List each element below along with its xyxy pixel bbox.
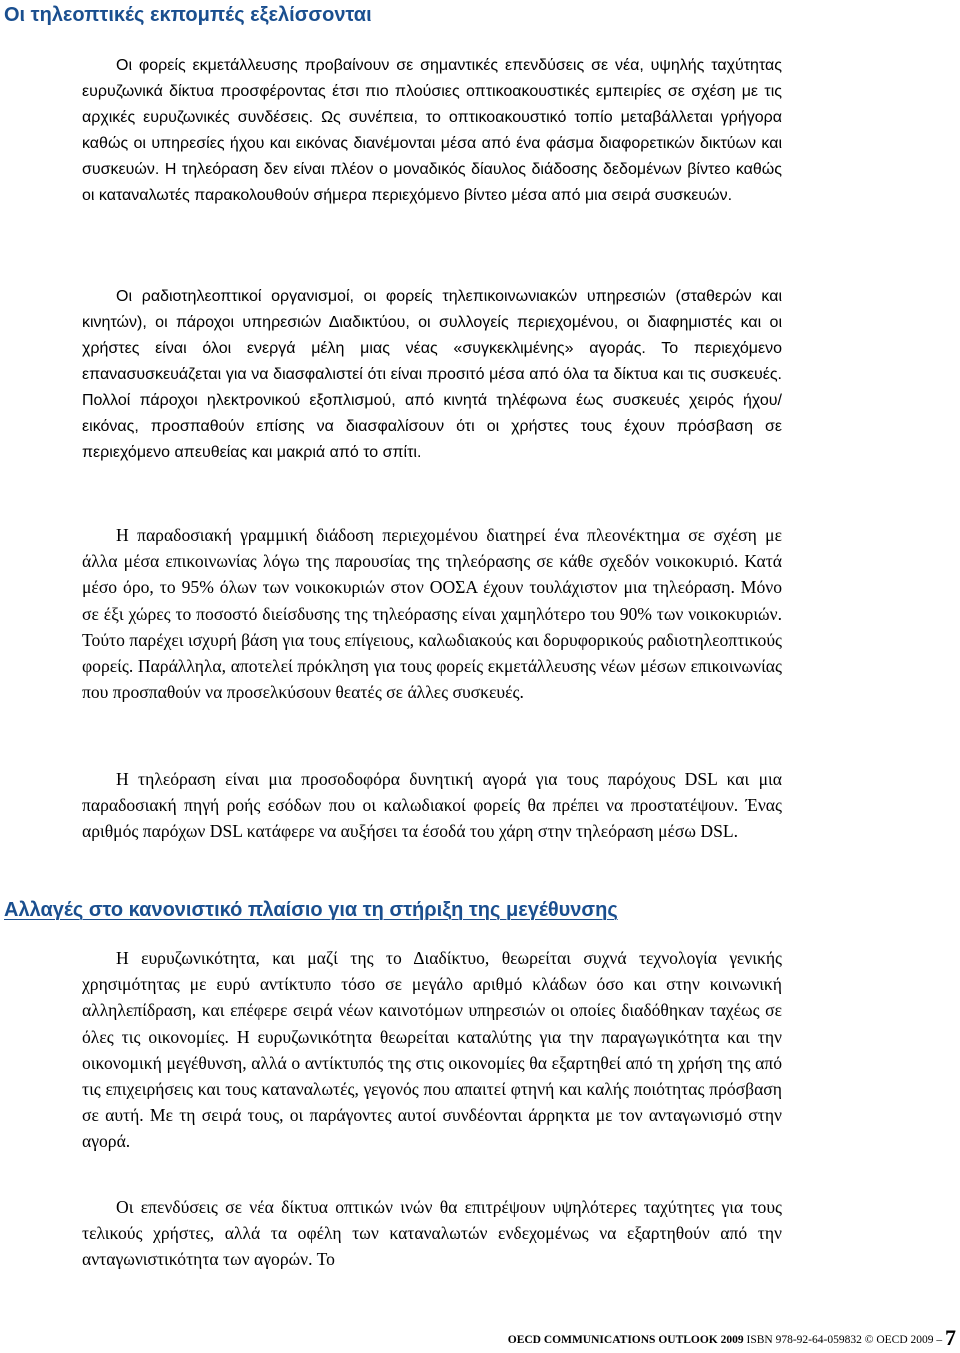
paragraph-linear-distribution: Η παραδοσιακή γραμμική διάδοση περιεχομένου διατηρεί ένα πλεονέκτημα σε σχέση με άλλα μέσα επικοινωνίας λόγω της παρουσίας της τηλεόρασης σε κάθε σχεδόν νοικοκυριό. Κατά μέσο όρο, το 95% όλων των νοικοκυριών στον ΟΟΣΑ έχουν τουλάχιστον μια τηλεόραση. Μόνο σε έξι χώρες το ποσοστό διείσδυσης της τηλεόρασης είναι χαμηλότερο του 90% των νοικοκυριών. Τούτο παρέχει ισχυρή βάση για τους επίγειους, καλωδιακούς και δορυφορικούς ραδιοτηλεοπτικούς φορείς. Παράλληλα, αποτελεί πρόκληση για τους φορείς εκμετάλλευσης νέων μέσων επικοινωνίας που προσπαθούν να προσελκύσουν θεατές σε άλλες συσκευές. xyxy=(82,525,782,703)
footer-isbn: ISBN 978-92-64-059832 xyxy=(746,1334,862,1346)
footer-copyright: © OECD 2009 xyxy=(864,1334,934,1346)
footer-separator: – xyxy=(936,1334,943,1346)
footer-publication-title: OECD COMMUNICATIONS OUTLOOK 2009 xyxy=(507,1334,744,1346)
page-footer xyxy=(508,1326,956,1352)
section-heading-regulatory-framework: Αλλαγές στο κανονιστικό πλαίσιο για τη στήριξη της μεγέθυνσης xyxy=(4,899,618,921)
section-heading-tv-broadcasting: Οι τηλεοπτικές εκπομπές εξελίσσονται xyxy=(4,4,372,26)
paragraph-fibre-investment: Οι επενδύσεις σε νέα δίκτυα οπτικών ινών θα επιτρέψουν υψηλότερες ταχύτητες για τους τελικούς χρήστες, αλλά τα οφέλη των καταναλωτών ενδεχομένως να εξαρτηθούν από την ανταγωνιστικότητα των αγορών. Το xyxy=(82,1197,782,1270)
page-number: 7 xyxy=(945,1325,956,1350)
paragraph-broadband-investment: Οι φορείς εκμετάλλευσης προβαίνουν σε σημαντικές επενδύσεις σε νέα, υψηλής ταχύτητας ευρυζωνικά δίκτυα προσφέροντας έτσι πιο πλούσιες οπτικοακουστικές εμπειρίες σε σχέση με τις αρχικές ευρυζωνικές συνδέσεις. Ως συνέπεια, το οπτικοακουστικό τοπίο μεταβάλλεται γρήγορα καθώς οι υπηρεσίες ήχου και εικόνας διανέμονται μέσα από ένα φάσμα διαφορετικών δικτύων και συσκευών. Η τηλεόραση δεν είναι πλέον ο μοναδικός δίαυλος διάδοσης δεδομένων βίντεο καθώς οι καταναλωτές παρακολουθούν σήμερα περιεχόμενο βίντεο μέσα από μια σειρά συσκευών. xyxy=(82,57,782,204)
paragraph-dsl-television: Η τηλεόραση είναι μια προσοδοφόρα δυνητική αγορά για τους παρόχους DSL και μια παραδοσιακή πηγή ροής εσόδων που οι καλωδιακοί φορείς θα πρέπει να προστατέψουν. Ένας αριθμός παρόχων DSL κατάφερε να αυξήσει τα έσοδά του χάρη στην τηλεόραση μέσω DSL. xyxy=(82,769,782,842)
paragraph-converged-market: Οι ραδιοτηλεοπτικοί οργανισμοί, οι φορείς τηλεπικοινωνιακών υπηρεσιών (σταθερών και κινητών), οι πάροχοι υπηρεσιών Διαδικτύου, οι συλλογείς περιεχομένου, οι διαφημιστές και οι χρήστες είναι όλοι ενεργά μέλη μιας νέας «συγκεκλιμένης» αγοράς. Το περιεχόμενο επανασυσκευάζεται για να διασφαλιστεί ότι είναι προσιτό μέσα από όλα τα δίκτυα και τις συσκευές. Πολλοί πάροχοι ηλεκτρονικού εξοπλισμού, από κινητά τηλέφωνα έως συσκευές χειρός ήχου/εικόνας, προσπαθούν επίσης να διασφαλίσουν ότι οι χρήστες τους έχουν πρόσβαση σε περιεχόμενο απευθείας και μακριά από το σπίτι. xyxy=(82,288,782,461)
paragraph-broadband-general-purpose: Η ευρυζωνικότητα, και μαζί της το Διαδίκτυο, θεωρείται συχνά τεχνολογία γενικής χρησιμότητας με ευρύ αντίκτυπο τόσο σε μεγάλο αριθμό κλάδων όσο και στην κοινωνική αλληλεπίδραση, και επέφερε σειρά νέων καινοτόμων υπηρεσιών οι οποίες διαδόθηκαν ταχέως σε όλες τις οικονομίες. Η ευρυζωνικότητα θεωρείται καταλύτης για την παραγωγικότητα και την οικονομική μεγέθυνση, αλλά ο αντίκτυπός της στις οικονομίες θα εξαρτηθεί από τη χρήση της από τις επιχειρήσεις και τους καταναλωτές, γεγονός που απαιτεί φτηνή και καλής ποιότητας πρόσβαση σε αυτή. Με τη σειρά τους, οι παράγοντες αυτοί συνδέονται άρρηκτα με τον ανταγωνισμό στην αγορά. xyxy=(82,948,782,1152)
